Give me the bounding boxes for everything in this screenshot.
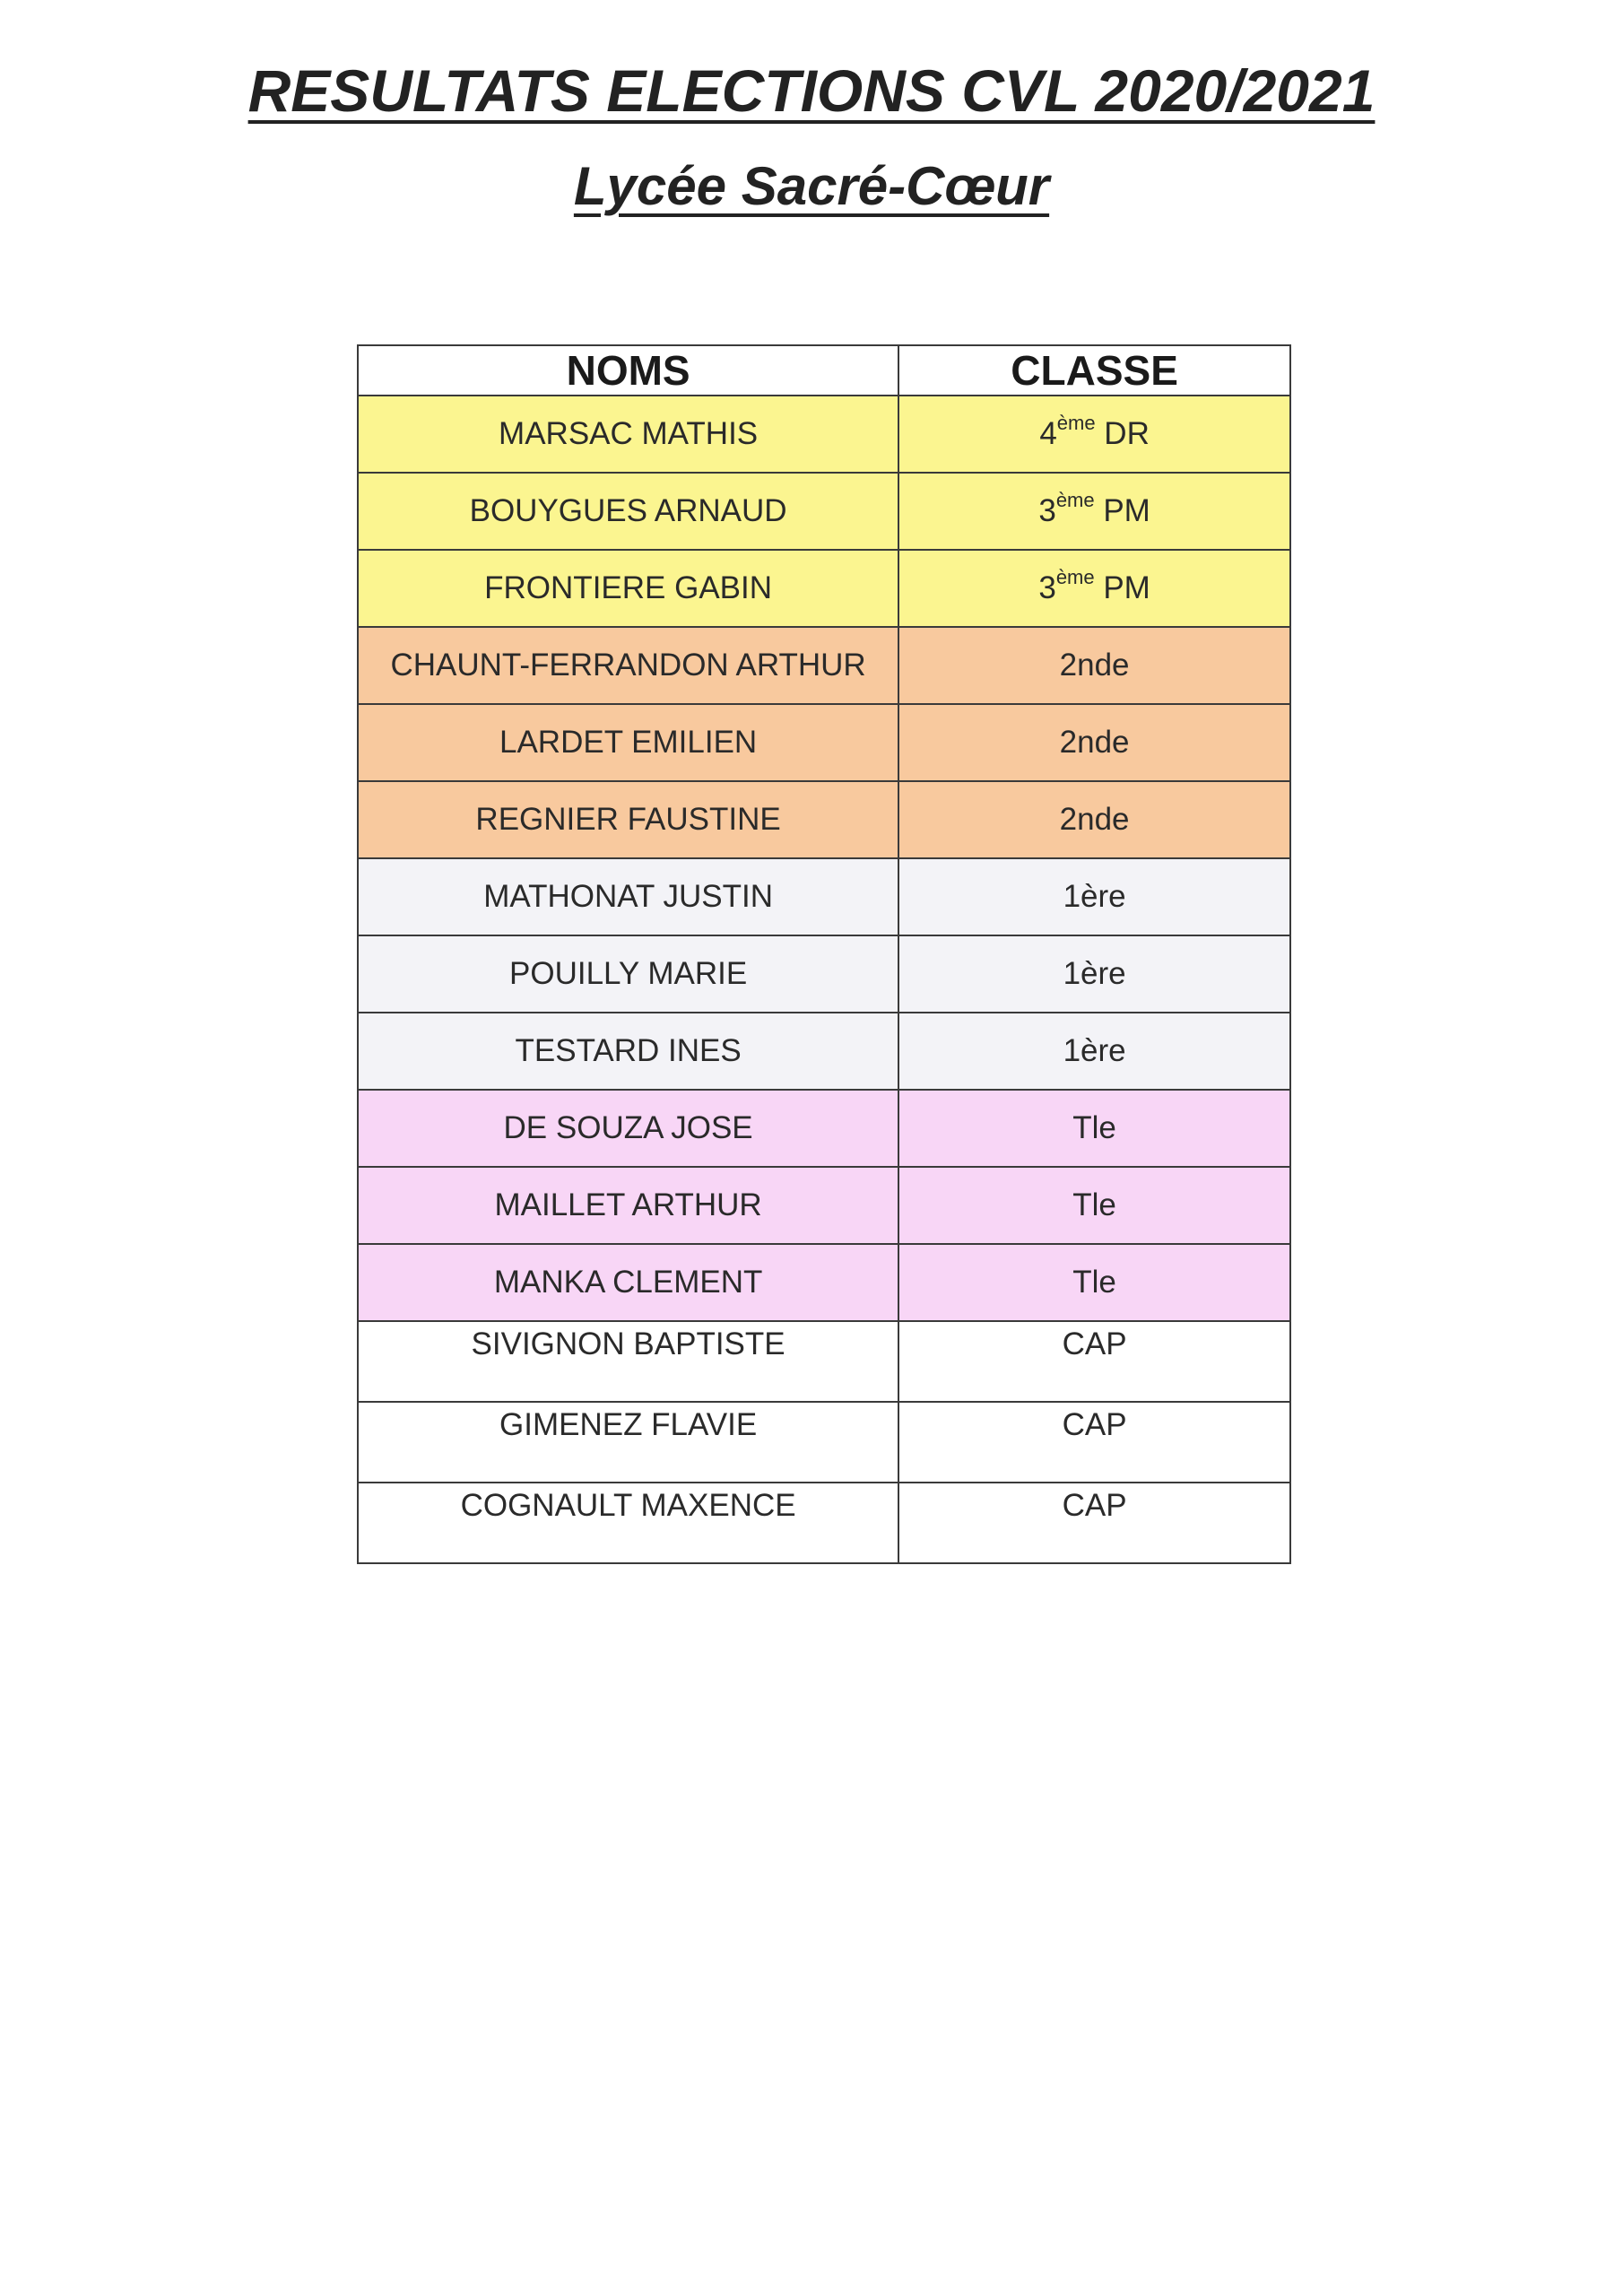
table-row bbox=[358, 858, 1290, 935]
candidate-class bbox=[898, 1167, 1290, 1244]
table-row bbox=[358, 935, 1290, 1013]
class-level: Tle bbox=[1072, 1187, 1116, 1223]
candidate-name: LARDET EMILIEN bbox=[358, 704, 898, 781]
class-ordinal-suffix: ème bbox=[1055, 565, 1095, 588]
table-row bbox=[358, 627, 1290, 704]
results-table bbox=[357, 344, 1291, 1564]
document-subtitle: Lycée Sacré-Cœur bbox=[573, 156, 1050, 216]
candidate-name: FRONTIERE GABIN bbox=[358, 550, 898, 627]
candidate-class bbox=[898, 1244, 1290, 1321]
table-row bbox=[358, 550, 1290, 627]
table-row bbox=[358, 1090, 1290, 1167]
class-level: 3 bbox=[1038, 493, 1056, 529]
candidate-class bbox=[898, 935, 1290, 1013]
candidate-class bbox=[898, 550, 1290, 627]
table-header bbox=[358, 345, 1290, 396]
table-row bbox=[358, 473, 1290, 550]
class-section: DR bbox=[1095, 416, 1150, 452]
class-level: CAP bbox=[1062, 1407, 1127, 1442]
table-row bbox=[358, 704, 1290, 781]
candidate-name: SIVIGNON BAPTISTE bbox=[358, 1321, 898, 1402]
candidate-name: CHAUNT-FERRANDON ARTHUR bbox=[358, 627, 898, 704]
class-level: CAP bbox=[1062, 1326, 1127, 1361]
table-row bbox=[358, 1402, 1290, 1483]
class-level: CAP bbox=[1062, 1488, 1127, 1523]
class-level: 2nde bbox=[1059, 802, 1130, 838]
candidate-class bbox=[898, 1090, 1290, 1167]
table-body bbox=[358, 396, 1290, 1563]
candidate-class bbox=[898, 1483, 1290, 1563]
class-section: PM bbox=[1094, 493, 1150, 529]
candidate-name: MATHONAT JUSTIN bbox=[358, 858, 898, 935]
candidate-class bbox=[898, 1013, 1290, 1090]
candidate-class bbox=[898, 396, 1290, 473]
class-level: 1ère bbox=[1063, 956, 1126, 992]
candidate-class bbox=[898, 858, 1290, 935]
table-row bbox=[358, 1013, 1290, 1090]
candidate-class bbox=[898, 627, 1290, 704]
table-row bbox=[358, 781, 1290, 858]
table-row bbox=[358, 396, 1290, 473]
candidate-class bbox=[898, 1321, 1290, 1402]
candidate-name: POUILLY MARIE bbox=[358, 935, 898, 1013]
candidate-class bbox=[898, 473, 1290, 550]
table-row bbox=[358, 1483, 1290, 1563]
table-row bbox=[358, 1167, 1290, 1244]
class-level: 1ère bbox=[1063, 879, 1126, 915]
class-level: 1ère bbox=[1063, 1033, 1126, 1069]
candidate-name: COGNAULT MAXENCE bbox=[358, 1483, 898, 1563]
candidate-class bbox=[898, 1402, 1290, 1483]
candidate-name: MARSAC MATHIS bbox=[358, 396, 898, 473]
class-ordinal-suffix: ème bbox=[1055, 488, 1095, 511]
candidate-name: REGNIER FAUSTINE bbox=[358, 781, 898, 858]
class-level: 2nde bbox=[1059, 725, 1130, 761]
table-row bbox=[358, 1244, 1290, 1321]
class-level: 2nde bbox=[1059, 648, 1130, 683]
candidate-name: MAILLET ARTHUR bbox=[358, 1167, 898, 1244]
candidate-name: BOUYGUES ARNAUD bbox=[358, 473, 898, 550]
class-ordinal-suffix: ème bbox=[1056, 411, 1096, 434]
candidate-name: MANKA CLEMENT bbox=[358, 1244, 898, 1321]
header-row bbox=[358, 345, 1290, 396]
class-level: 4 bbox=[1039, 416, 1057, 452]
candidate-name: TESTARD INES bbox=[358, 1013, 898, 1090]
header-class: CLASSE bbox=[898, 345, 1290, 396]
document-title: RESULTATS ELECTIONS CVL 2020/2021 bbox=[247, 57, 1376, 124]
candidate-class bbox=[898, 781, 1290, 858]
class-level: 3 bbox=[1038, 570, 1056, 606]
table-row bbox=[358, 1321, 1290, 1402]
class-level: Tle bbox=[1072, 1265, 1116, 1300]
header-name: NOMS bbox=[358, 345, 898, 396]
candidate-class bbox=[898, 704, 1290, 781]
candidate-name: DE SOUZA JOSE bbox=[358, 1090, 898, 1167]
class-level: Tle bbox=[1072, 1110, 1116, 1146]
class-section: PM bbox=[1094, 570, 1150, 606]
candidate-name: GIMENEZ FLAVIE bbox=[358, 1402, 898, 1483]
